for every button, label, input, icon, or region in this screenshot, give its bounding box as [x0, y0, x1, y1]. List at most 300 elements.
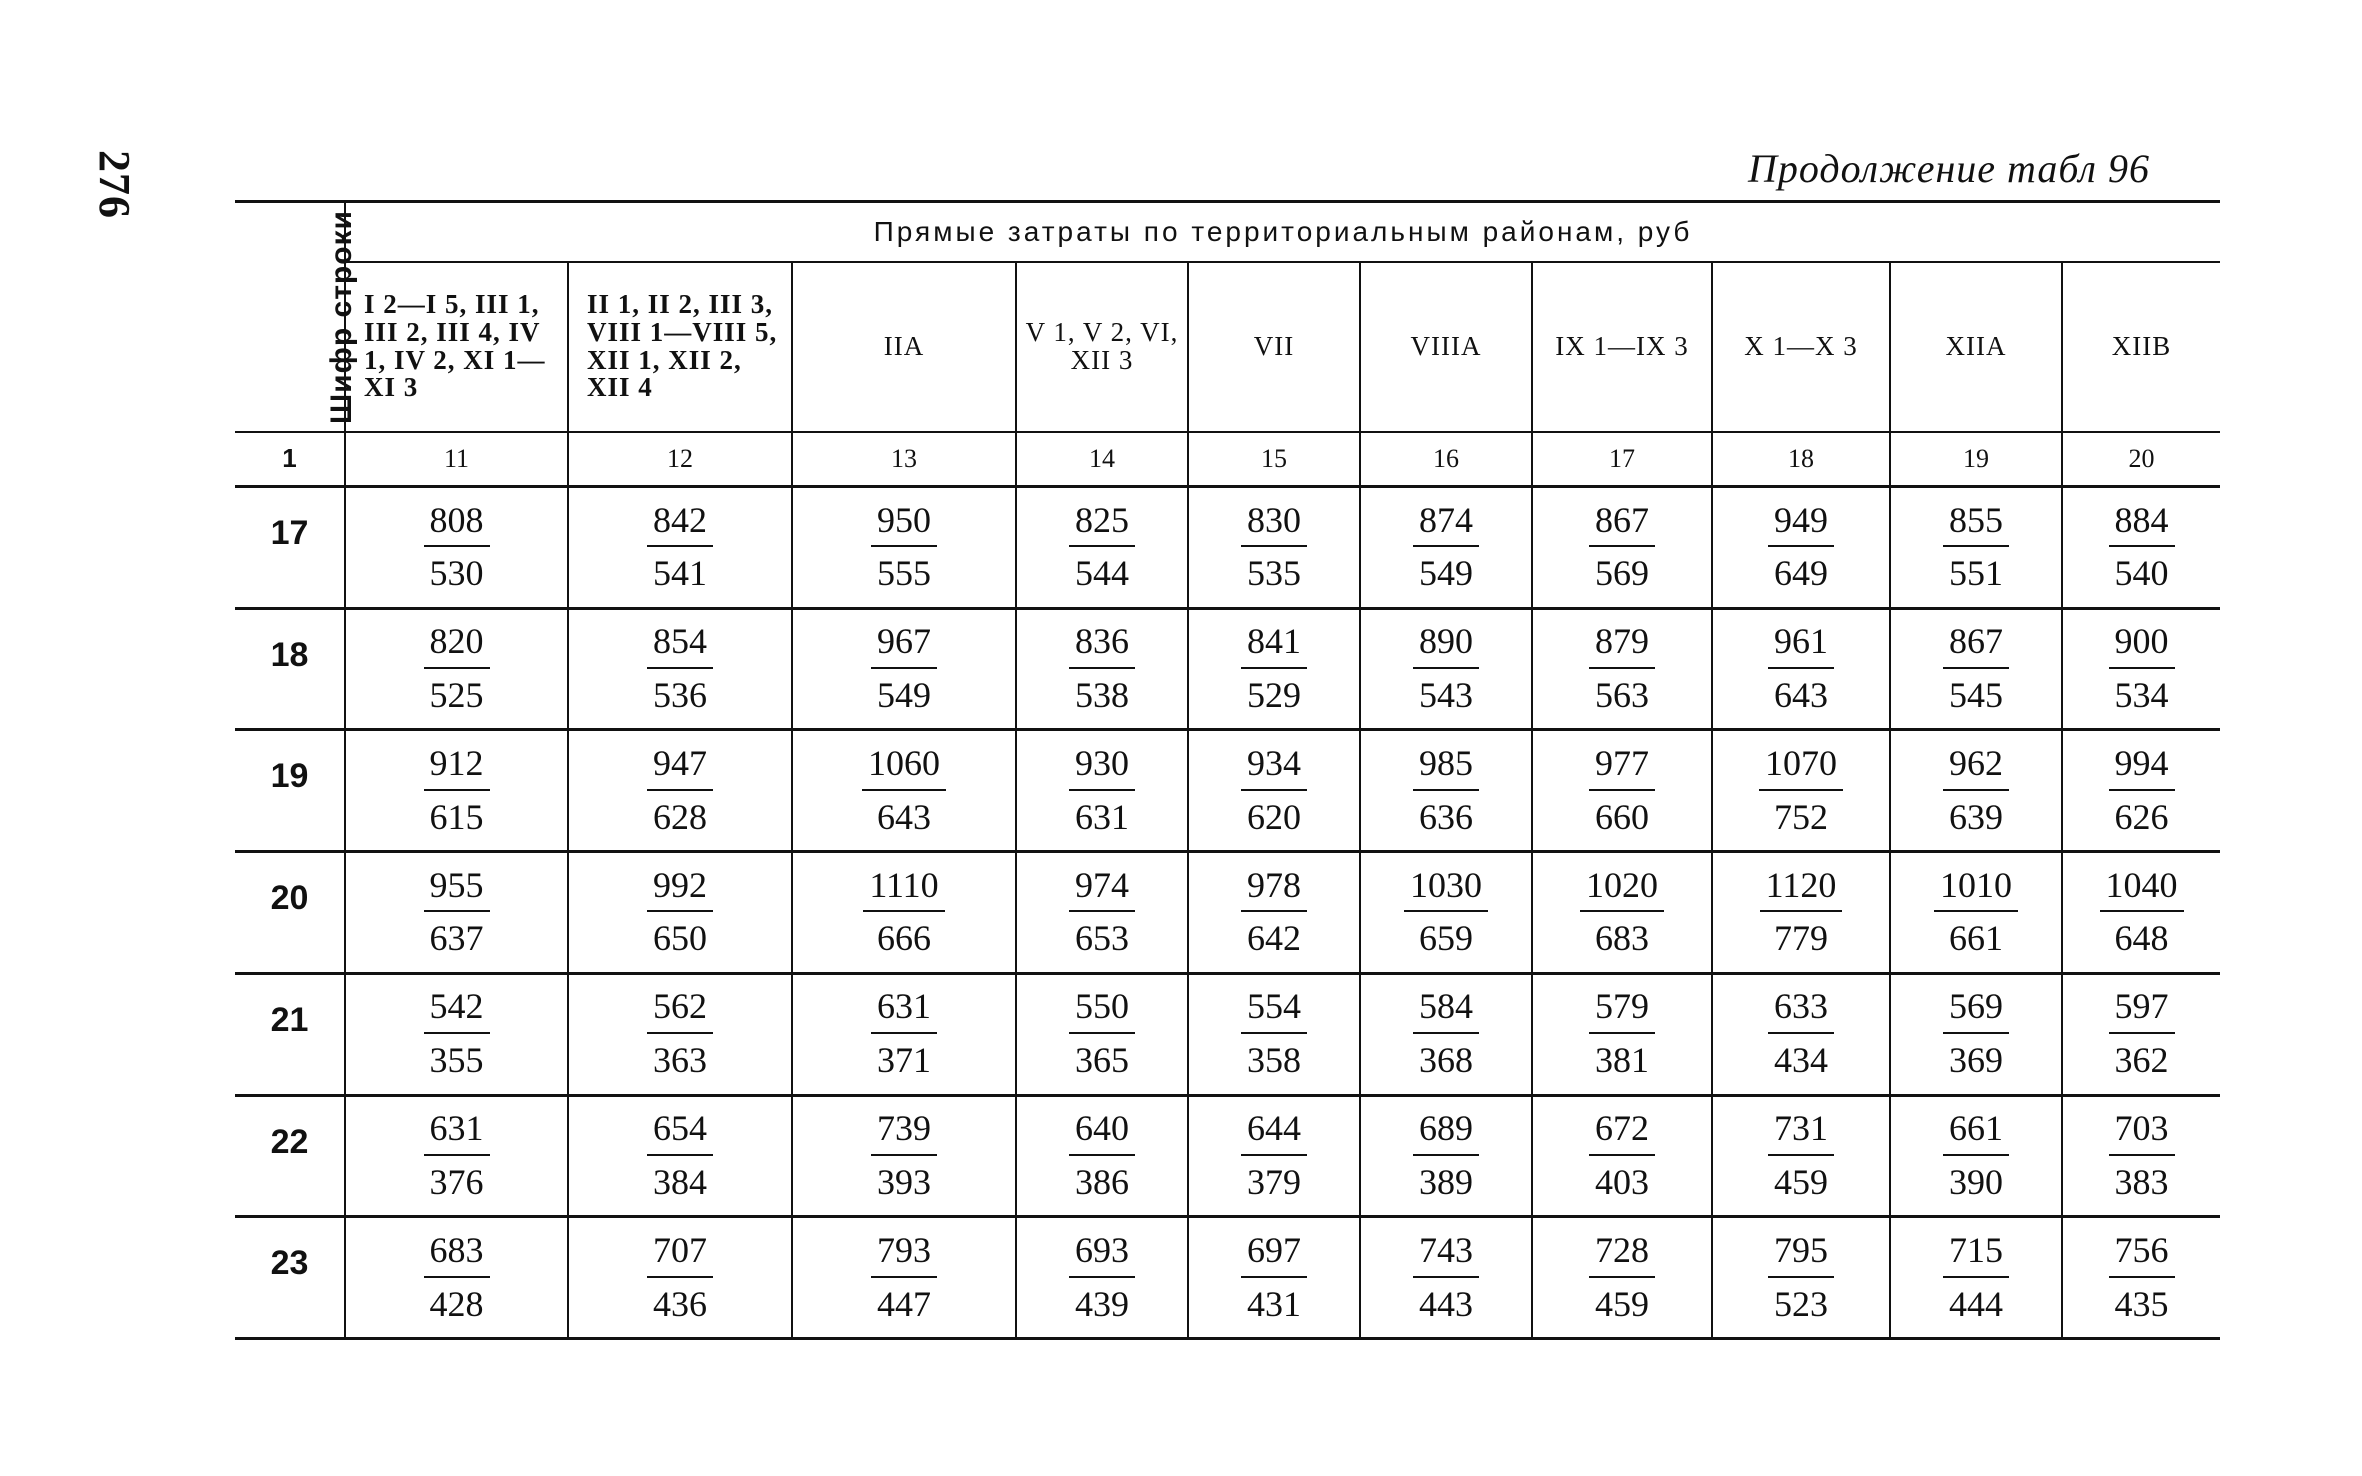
value-cell: [1360, 608, 1532, 730]
total-cost-value: 867: [1943, 623, 2009, 669]
total-cost-value: 994: [2109, 745, 2175, 791]
row-code: 21: [235, 973, 345, 1095]
value-cell: [345, 852, 568, 974]
value-cell: [2062, 1095, 2220, 1217]
value-cell: [568, 1217, 792, 1339]
total-cost-value: 934: [1241, 745, 1307, 791]
wage-cost-value: 555: [877, 553, 931, 594]
total-cost-value: 654: [647, 1110, 713, 1156]
total-cost-value: 830: [1241, 502, 1307, 548]
wage-cost-value: 403: [1595, 1161, 1649, 1202]
cost-fraction: [1069, 1110, 1135, 1202]
total-cost-value: 793: [871, 1232, 937, 1278]
wage-cost-value: 381: [1595, 1040, 1649, 1081]
value-cell: [792, 1095, 1016, 1217]
total-cost-value: 808: [424, 502, 490, 548]
wage-cost-value: 444: [1949, 1283, 2003, 1324]
wage-cost-value: 389: [1419, 1161, 1473, 1202]
wage-cost-value: 648: [2114, 918, 2169, 959]
cost-fraction: [424, 864, 490, 959]
wage-cost-value: 541: [653, 553, 707, 594]
cost-fraction: [1589, 988, 1655, 1080]
cost-fraction: [1589, 1229, 1655, 1324]
wage-cost-value: 443: [1419, 1283, 1473, 1324]
cost-fraction: [424, 988, 490, 1080]
wage-cost-value: 530: [429, 553, 484, 594]
cost-fraction: [424, 1229, 490, 1324]
cost-fraction: [1760, 864, 1843, 959]
wage-cost-value: 535: [1247, 553, 1301, 594]
value-cell: [1532, 1095, 1712, 1217]
wage-cost-value: 666: [876, 918, 931, 959]
total-cost-value: 1040: [2100, 867, 2184, 913]
cost-fraction: [1413, 988, 1479, 1080]
value-cell: [1360, 973, 1532, 1095]
wage-cost-value: 368: [1419, 1040, 1473, 1081]
row-code: 18: [235, 608, 345, 730]
value-cell: [2062, 973, 2220, 1095]
total-cost-value: 739: [871, 1110, 937, 1156]
value-cell: [792, 730, 1016, 852]
total-cost-value: 978: [1241, 867, 1307, 913]
value-cell: [1532, 973, 1712, 1095]
column-header-13: IIA: [792, 262, 1016, 432]
column-header-16: VIIIA: [1360, 262, 1532, 432]
cost-fraction: [1943, 988, 2009, 1080]
value-cell: [1016, 1095, 1188, 1217]
wage-cost-value: 536: [653, 675, 707, 716]
column-number-20: 20: [2062, 432, 2220, 487]
wage-cost-value: 543: [1419, 675, 1473, 716]
cost-fraction: [1241, 864, 1307, 959]
value-cell: [345, 608, 568, 730]
value-cell: [792, 852, 1016, 974]
value-cell: [1016, 852, 1188, 974]
value-cell: [1188, 1095, 1360, 1217]
total-cost-value: 977: [1589, 745, 1655, 791]
total-cost-value: 1070: [1759, 745, 1843, 791]
total-cost-value: 728: [1589, 1232, 1655, 1278]
value-cell: [1016, 487, 1188, 609]
total-cost-value: 890: [1413, 623, 1479, 669]
cost-fraction: [871, 1229, 937, 1324]
cost-fraction: [2109, 623, 2175, 715]
cost-fraction: [1241, 1110, 1307, 1202]
total-cost-value: 841: [1241, 623, 1307, 669]
wage-cost-value: 428: [429, 1283, 484, 1324]
total-cost-value: 985: [1413, 745, 1479, 791]
value-cell: [2062, 730, 2220, 852]
value-cell: [1890, 1095, 2062, 1217]
wage-cost-value: 369: [1949, 1040, 2003, 1081]
value-cell: [345, 730, 568, 852]
wage-cost-value: 620: [1247, 796, 1301, 837]
value-cell: [792, 487, 1016, 609]
value-cell: [1188, 487, 1360, 609]
column-number-19: 19: [1890, 432, 2062, 487]
total-cost-value: 554: [1241, 988, 1307, 1034]
value-cell: [1712, 852, 1890, 974]
total-cost-value: 693: [1069, 1232, 1135, 1278]
cost-fraction: [1241, 623, 1307, 715]
total-cost-value: 962: [1943, 745, 2009, 791]
total-cost-value: 795: [1768, 1232, 1834, 1278]
total-cost-value: 992: [647, 867, 713, 913]
column-header-11: I 2—I 5, III 1, III 2, III 4, IV 1, IV 2, XI 1—XI 3: [345, 262, 568, 432]
wage-cost-value: 459: [1595, 1283, 1649, 1324]
wage-cost-value: 653: [1075, 918, 1129, 959]
total-cost-value: 703: [2109, 1110, 2175, 1156]
wage-cost-value: 659: [1419, 918, 1473, 959]
total-cost-value: 715: [1943, 1232, 2009, 1278]
value-cell: [792, 1217, 1016, 1339]
value-cell: [568, 973, 792, 1095]
cost-fraction: [1413, 1229, 1479, 1324]
column-number-15: 15: [1188, 432, 1360, 487]
value-cell: [1532, 730, 1712, 852]
cost-fraction: [1069, 742, 1135, 837]
wage-cost-value: 439: [1075, 1283, 1129, 1324]
cost-fraction: [1589, 742, 1655, 837]
cost-fraction: [1069, 623, 1135, 715]
cost-fraction: [1413, 623, 1479, 715]
wage-cost-value: 376: [429, 1161, 484, 1202]
cost-fraction: [1768, 623, 1834, 715]
wage-cost-value: 637: [429, 918, 484, 959]
value-cell: [1016, 608, 1188, 730]
total-cost-value: 854: [647, 623, 713, 669]
wage-cost-value: 626: [2114, 796, 2169, 837]
cost-fraction: [1768, 499, 1834, 594]
cost-fraction: [871, 1110, 937, 1202]
total-cost-value: 950: [871, 502, 937, 548]
total-cost-value: 974: [1069, 867, 1135, 913]
total-cost-value: 707: [647, 1232, 713, 1278]
table-row: [235, 852, 2220, 974]
total-cost-value: 1010: [1934, 867, 2018, 913]
cost-fraction: [647, 623, 713, 715]
total-cost-value: 930: [1069, 745, 1135, 791]
cost-fraction: [1768, 1110, 1834, 1202]
total-cost-value: 825: [1069, 502, 1135, 548]
value-cell: [1890, 852, 2062, 974]
cost-fraction: [1069, 499, 1135, 594]
wage-cost-value: 643: [877, 796, 931, 837]
column-header-17: IX 1—IX 3: [1532, 262, 1712, 432]
cost-fraction: [1241, 988, 1307, 1080]
value-cell: [1016, 730, 1188, 852]
value-cell: [1532, 608, 1712, 730]
wage-cost-value: 447: [877, 1283, 931, 1324]
column-number-13: 13: [792, 432, 1016, 487]
table-row: [235, 487, 2220, 609]
cost-fraction: [647, 1229, 713, 1324]
total-cost-value: 584: [1413, 988, 1479, 1034]
cost-fraction: [862, 742, 946, 837]
table-row: [235, 730, 2220, 852]
column-header-14: V 1, V 2, VI, XII 3: [1016, 262, 1188, 432]
wage-cost-value: 538: [1075, 675, 1129, 716]
total-cost-value: 672: [1589, 1110, 1655, 1156]
wage-cost-value: 386: [1075, 1161, 1129, 1202]
column-number-12: 12: [568, 432, 792, 487]
page-number: 276: [90, 150, 139, 219]
cost-fraction: [1413, 1110, 1479, 1202]
group-header: Прямые затраты по территориальным районам, руб: [345, 202, 2220, 262]
total-cost-value: 842: [647, 502, 713, 548]
wage-cost-value: 650: [653, 918, 707, 959]
value-cell: [1712, 1095, 1890, 1217]
cost-fraction: [1413, 499, 1479, 594]
value-cell: [2062, 1217, 2220, 1339]
wage-cost-value: 379: [1247, 1161, 1301, 1202]
value-cell: [1890, 973, 2062, 1095]
wage-cost-value: 639: [1949, 796, 2003, 837]
wage-cost-value: 529: [1247, 675, 1301, 716]
total-cost-value: 569: [1943, 988, 2009, 1034]
total-cost-value: 562: [647, 988, 713, 1034]
wage-cost-value: 649: [1774, 553, 1828, 594]
value-cell: [1360, 730, 1532, 852]
total-cost-value: 1120: [1760, 867, 1843, 913]
cost-fraction: [1580, 864, 1664, 959]
cost-table-container: [235, 200, 2220, 1340]
total-cost-value: 912: [424, 745, 490, 791]
column-header-15: VII: [1188, 262, 1360, 432]
value-cell: [1188, 852, 1360, 974]
total-cost-value: 697: [1241, 1232, 1307, 1278]
code-column-header-label: Шифр строки: [324, 209, 358, 424]
cost-fraction: [1241, 1229, 1307, 1324]
total-cost-value: 689: [1413, 1110, 1479, 1156]
wage-cost-value: 383: [2114, 1161, 2169, 1202]
total-cost-value: 597: [2109, 988, 2175, 1034]
wage-cost-value: 642: [1247, 918, 1301, 959]
cost-fraction: [1069, 988, 1135, 1080]
value-cell: [1532, 1217, 1712, 1339]
wage-cost-value: 384: [653, 1161, 707, 1202]
value-cell: [2062, 487, 2220, 609]
cost-fraction: [1934, 864, 2018, 959]
cost-fraction: [647, 742, 713, 837]
wage-cost-value: 362: [2114, 1040, 2169, 1081]
wage-cost-value: 545: [1949, 675, 2003, 716]
cost-fraction: [424, 499, 490, 594]
total-cost-value: 631: [871, 988, 937, 1034]
wage-cost-value: 534: [2114, 675, 2169, 716]
row-code: 23: [235, 1217, 345, 1339]
cost-fraction: [1413, 742, 1479, 837]
cost-fraction: [1768, 1229, 1834, 1324]
wage-cost-value: 371: [877, 1040, 931, 1081]
value-cell: [1890, 1217, 2062, 1339]
cost-fraction: [424, 742, 490, 837]
total-cost-value: 1030: [1404, 867, 1488, 913]
wage-cost-value: 636: [1419, 796, 1473, 837]
value-cell: [1890, 730, 2062, 852]
cost-fraction: [2100, 864, 2184, 959]
wage-cost-value: 631: [1075, 796, 1129, 837]
table-body: [235, 487, 2220, 1339]
cost-fraction: [647, 988, 713, 1080]
value-cell: [1712, 1217, 1890, 1339]
cost-table: [235, 200, 2220, 1340]
cost-fraction: [1069, 864, 1135, 959]
wage-cost-value: 643: [1774, 675, 1828, 716]
value-cell: [1712, 608, 1890, 730]
total-cost-value: 836: [1069, 623, 1135, 669]
value-cell: [792, 608, 1016, 730]
total-cost-value: 900: [2109, 623, 2175, 669]
value-cell: [1016, 973, 1188, 1095]
total-cost-value: 1020: [1580, 867, 1664, 913]
total-cost-value: 855: [1943, 502, 2009, 548]
wage-cost-value: 390: [1949, 1161, 2003, 1202]
total-cost-value: 874: [1413, 502, 1479, 548]
total-cost-value: 949: [1768, 502, 1834, 548]
total-cost-value: 683: [424, 1232, 490, 1278]
column-header-19: XIIA: [1890, 262, 2062, 432]
cost-fraction: [1589, 499, 1655, 594]
cost-fraction: [647, 499, 713, 594]
total-cost-value: 644: [1241, 1110, 1307, 1156]
wage-cost-value: 549: [877, 675, 931, 716]
column-number-11: 11: [345, 432, 568, 487]
wage-cost-value: 525: [429, 675, 484, 716]
value-cell: [792, 973, 1016, 1095]
column-number-16: 16: [1360, 432, 1532, 487]
cost-fraction: [871, 499, 937, 594]
value-cell: [1188, 608, 1360, 730]
column-number-14: 14: [1016, 432, 1188, 487]
table-row: [235, 973, 2220, 1095]
value-cell: [1360, 1095, 1532, 1217]
total-cost-value: 579: [1589, 988, 1655, 1034]
value-cell: [1016, 1217, 1188, 1339]
value-cell: [1188, 973, 1360, 1095]
cost-fraction: [2109, 1229, 2175, 1324]
wage-cost-value: 365: [1075, 1040, 1129, 1081]
value-cell: [568, 1095, 792, 1217]
total-cost-value: 955: [424, 867, 490, 913]
value-cell: [1360, 487, 1532, 609]
cost-fraction: [647, 1110, 713, 1202]
total-cost-value: 867: [1589, 502, 1655, 548]
cost-fraction: [1241, 742, 1307, 837]
cost-fraction: [1943, 742, 2009, 837]
row-code: 22: [235, 1095, 345, 1217]
wage-cost-value: 752: [1774, 796, 1828, 837]
value-cell: [1532, 852, 1712, 974]
total-cost-value: 961: [1768, 623, 1834, 669]
table-row: [235, 1095, 2220, 1217]
cost-fraction: [1943, 1229, 2009, 1324]
wage-cost-value: 544: [1075, 553, 1129, 594]
value-cell: [1532, 487, 1712, 609]
wage-cost-value: 459: [1774, 1161, 1828, 1202]
code-column-number: 1: [235, 432, 345, 487]
value-cell: [1188, 730, 1360, 852]
value-cell: [345, 487, 568, 609]
cost-fraction: [2109, 1110, 2175, 1202]
table-caption: Продолжение табл 96: [1747, 146, 2150, 191]
cost-fraction: [871, 623, 937, 715]
cost-fraction: [1943, 623, 2009, 715]
wage-cost-value: 431: [1247, 1283, 1301, 1324]
value-cell: [1360, 1217, 1532, 1339]
wage-cost-value: 661: [1949, 918, 2003, 959]
cost-fraction: [863, 864, 944, 959]
wage-cost-value: 358: [1247, 1040, 1301, 1081]
value-cell: [345, 1217, 568, 1339]
code-column-header: [235, 202, 358, 432]
cost-fraction: [1589, 1110, 1655, 1202]
column-number-17: 17: [1532, 432, 1712, 487]
wage-cost-value: 551: [1949, 553, 2003, 594]
total-cost-value: 879: [1589, 623, 1655, 669]
wage-cost-value: 660: [1595, 796, 1649, 837]
value-cell: [1712, 487, 1890, 609]
total-cost-value: 967: [871, 623, 937, 669]
column-header-20: XIIB: [2062, 262, 2220, 432]
wage-cost-value: 393: [877, 1161, 931, 1202]
total-cost-value: 1110: [863, 867, 944, 913]
cost-fraction: [1241, 499, 1307, 594]
total-cost-value: 743: [1413, 1232, 1479, 1278]
total-cost-value: 731: [1768, 1110, 1834, 1156]
value-cell: [2062, 852, 2220, 974]
value-cell: [1360, 852, 1532, 974]
cost-fraction: [871, 988, 937, 1080]
value-cell: [1712, 730, 1890, 852]
table-header: [235, 202, 2220, 487]
wage-cost-value: 540: [2114, 553, 2169, 594]
column-header-12: II 1, II 2, III 3, VIII 1—VIII 5, XII 1, XII 2, XII 4: [568, 262, 792, 432]
total-cost-value: 542: [424, 988, 490, 1034]
wage-cost-value: 569: [1595, 553, 1649, 594]
value-cell: [1890, 487, 2062, 609]
wage-cost-value: 436: [653, 1283, 707, 1324]
total-cost-value: 1060: [862, 745, 946, 791]
total-cost-value: 640: [1069, 1110, 1135, 1156]
value-cell: [1890, 608, 2062, 730]
cost-fraction: [1589, 623, 1655, 715]
total-cost-value: 633: [1768, 988, 1834, 1034]
total-cost-value: 947: [647, 745, 713, 791]
cost-fraction: [424, 623, 490, 715]
value-cell: [345, 1095, 568, 1217]
cost-fraction: [1943, 1110, 2009, 1202]
total-cost-value: 550: [1069, 988, 1135, 1034]
cost-fraction: [1768, 988, 1834, 1080]
cost-fraction: [2109, 988, 2175, 1080]
cost-fraction: [424, 1110, 490, 1202]
wage-cost-value: 435: [2114, 1283, 2169, 1324]
wage-cost-value: 549: [1419, 553, 1473, 594]
value-cell: [568, 852, 792, 974]
wage-cost-value: 683: [1595, 918, 1649, 959]
column-number-18: 18: [1712, 432, 1890, 487]
table-row: [235, 608, 2220, 730]
total-cost-value: 661: [1943, 1110, 2009, 1156]
cost-fraction: [1943, 499, 2009, 594]
cost-fraction: [1069, 1229, 1135, 1324]
wage-cost-value: 615: [429, 796, 484, 837]
table-row: [235, 1217, 2220, 1339]
wage-cost-value: 434: [1774, 1040, 1828, 1081]
wage-cost-value: 563: [1595, 675, 1649, 716]
total-cost-value: 631: [424, 1110, 490, 1156]
